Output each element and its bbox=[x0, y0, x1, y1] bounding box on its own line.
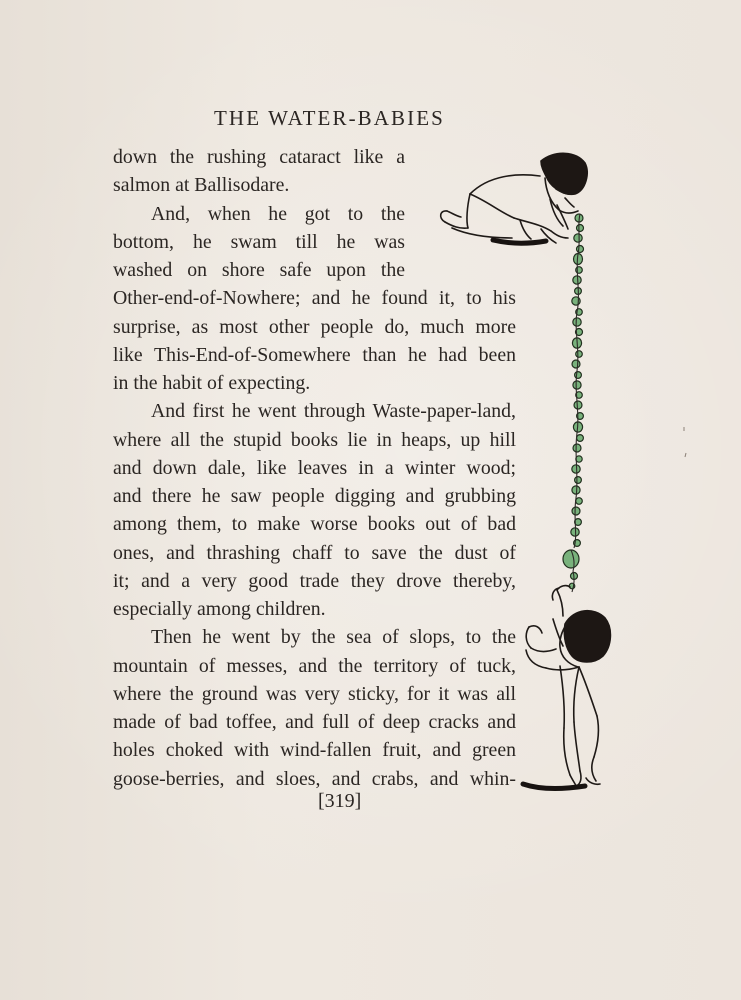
text-line: ones, and thrashing chaff to save the dust of bbox=[113, 541, 516, 564]
text-line: salmon at Ballisodare. bbox=[113, 174, 290, 197]
text-line: made of bad toffee, and full of deep cracks and bbox=[113, 711, 516, 733]
text-line: and down dale, like leaves in a winter wood; bbox=[113, 456, 516, 479]
text-line: And first he went through Waste-paper-land, bbox=[151, 400, 516, 423]
bead-chain-outline bbox=[571, 214, 580, 592]
tiny-page-marks bbox=[684, 427, 686, 457]
text-line: it; and a very good trade they drove thereby, bbox=[113, 569, 516, 592]
text-line: goose-berries, and sloes, and crabs, and whin- bbox=[113, 767, 516, 790]
text-line: holes choked with wind-fallen fruit, and green bbox=[113, 739, 516, 762]
text-line: mountain of messes, and the territory of tuck, bbox=[113, 654, 516, 677]
running-head: THE WATER-BABIES bbox=[214, 106, 445, 130]
text-line: where all the stupid books lie in heaps, up hill bbox=[113, 428, 516, 451]
text-line: like This-End-of-Somewhere than he had been bbox=[113, 343, 516, 366]
text-line: down the rushing cataract like a bbox=[113, 146, 405, 168]
text-line: among them, to make worse books out of bad bbox=[113, 513, 516, 536]
text-line: where the ground was very sticky, for it was all bbox=[113, 682, 516, 705]
bottom-water-baby-illustration bbox=[523, 586, 610, 789]
page-number: [319] bbox=[318, 790, 362, 812]
text-line: surprise, as most other people do, much more bbox=[113, 315, 516, 338]
text-line: washed on shore safe upon the bbox=[113, 259, 405, 281]
text-line: Other-end-of-Nowhere; and he found it, to his bbox=[113, 287, 516, 310]
body-text bbox=[113, 143, 516, 793]
text-line: and there he saw people digging and grubbing bbox=[113, 485, 516, 507]
text-line: Then he went by the sea of slops, to the bbox=[151, 626, 516, 649]
text-line: especially among children. bbox=[113, 598, 326, 620]
text-line: in the habit of expecting. bbox=[113, 372, 311, 394]
text-line: And, when he got to the bbox=[151, 202, 405, 225]
bead-chain-illustration bbox=[563, 214, 584, 589]
text-line: bottom, he swam till he was bbox=[113, 230, 405, 253]
